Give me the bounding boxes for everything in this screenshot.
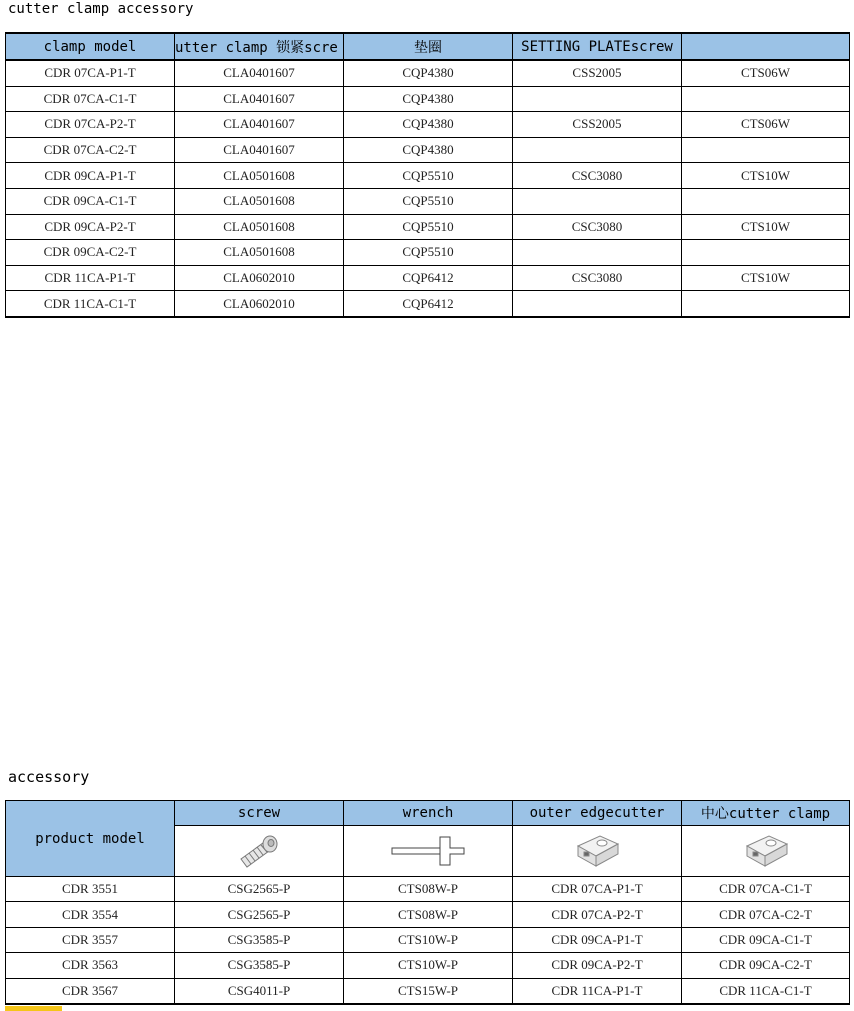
center-clamp-icon	[741, 832, 791, 870]
table-cell: CDR 3563	[6, 953, 175, 978]
header-wrench: wrench	[344, 801, 513, 826]
screw-icon	[237, 833, 281, 869]
table-cell: CDR 09CA-P2-T	[513, 953, 682, 978]
table-cell: CLA0401607	[175, 137, 344, 163]
table-cell: CTS10W	[682, 214, 850, 240]
table-cell: CSG3585-P	[175, 953, 344, 978]
table-cell: CSC3080	[513, 214, 682, 240]
table-row	[6, 291, 850, 317]
table-row	[6, 112, 850, 138]
table-cell: CTS08W-P	[344, 902, 513, 927]
table-cell: CDR 09CA-C2-T	[6, 240, 175, 266]
table-cell: CTS10W	[682, 163, 850, 189]
wrench-icon	[388, 833, 468, 869]
header-empty	[682, 33, 850, 60]
table-cell: CQP6412	[344, 265, 513, 291]
table-cell: CDR 07CA-P2-T	[6, 112, 175, 138]
header-washer: 垫圈	[344, 33, 513, 60]
table-cell: CDR 11CA-P1-T	[513, 978, 682, 1004]
table-row	[6, 902, 850, 927]
table-cell: CDR 09CA-C1-T	[6, 188, 175, 214]
table-cell: CQP4380	[344, 137, 513, 163]
table-row	[6, 214, 850, 240]
table-cell: CSC3080	[513, 265, 682, 291]
table-cell: CTS06W	[682, 60, 850, 86]
table-header-row	[6, 33, 850, 60]
header-outer-edge-cutter: outer edgecutter	[513, 801, 682, 826]
table-cell: CLA0501608	[175, 214, 344, 240]
table-cell: CDR 09CA-P2-T	[6, 214, 175, 240]
table-cell: CDR 07CA-P2-T	[513, 902, 682, 927]
table-cell: CLA0401607	[175, 60, 344, 86]
table-cell: CSC3080	[513, 163, 682, 189]
header-center-cutter-clamp: 中心cutter clamp	[682, 801, 850, 826]
outer-clamp-icon	[572, 832, 622, 870]
table-cell: CDR 09CA-C1-T	[682, 927, 850, 952]
table-cell: CSG3585-P	[175, 927, 344, 952]
table-cell: CQP5510	[344, 188, 513, 214]
table-cell: CSS2005	[513, 60, 682, 86]
section-title-cutter-clamp-accessory: cutter clamp accessory	[8, 1, 194, 17]
table-cell: CLA0401607	[175, 112, 344, 138]
table-cell: CQP5510	[344, 240, 513, 266]
wrench-image-cell	[344, 826, 513, 877]
table-header-row	[6, 801, 850, 826]
table-cell: CSS2005	[513, 112, 682, 138]
accessory-table	[5, 800, 850, 1005]
table-cell	[682, 188, 850, 214]
table-cell: CDR 07CA-C1-T	[682, 877, 850, 902]
table-cell: CTS10W	[682, 265, 850, 291]
table-row	[6, 60, 850, 86]
table-cell: CLA0602010	[175, 291, 344, 317]
table-cell: CDR 3551	[6, 877, 175, 902]
table-row	[6, 86, 850, 112]
table-row	[6, 137, 850, 163]
table-row	[6, 953, 850, 978]
center-clamp-image-cell	[682, 826, 850, 877]
table-cell: CQP4380	[344, 60, 513, 86]
table-cell	[513, 137, 682, 163]
cutter-clamp-accessory-table	[5, 32, 850, 318]
table-cell: CLA0602010	[175, 265, 344, 291]
table-row	[6, 978, 850, 1004]
screw-image-cell	[175, 826, 344, 877]
table-cell: CSG4011-P	[175, 978, 344, 1004]
table-cell	[513, 240, 682, 266]
table-cell: CLA0501608	[175, 240, 344, 266]
table-cell: CQP5510	[344, 214, 513, 240]
table-row	[6, 265, 850, 291]
table-cell	[682, 291, 850, 317]
table-cell: CTS15W-P	[344, 978, 513, 1004]
table-cell	[682, 137, 850, 163]
table-cell	[682, 86, 850, 112]
header-screw: screw	[175, 801, 344, 826]
header-product-model: product model	[6, 801, 175, 877]
table-cell: CLA0501608	[175, 163, 344, 189]
table-cell: CQP6412	[344, 291, 513, 317]
table-cell: CDR 09CA-P1-T	[6, 163, 175, 189]
table-cell: CLA0401607	[175, 86, 344, 112]
table-cell: CQP5510	[344, 163, 513, 189]
table-cell: CTS06W	[682, 112, 850, 138]
table-cell: CQP4380	[344, 86, 513, 112]
table-cell: CSG2565-P	[175, 877, 344, 902]
table-cell	[513, 291, 682, 317]
header-setting-plate-screw: SETTING PLATEscrew	[513, 33, 682, 60]
table-row	[6, 240, 850, 266]
table-cell: CQP4380	[344, 112, 513, 138]
table-cell: CDR 11CA-C1-T	[682, 978, 850, 1004]
table-cell	[682, 240, 850, 266]
table-cell: CDR 09CA-P1-T	[513, 927, 682, 952]
table-cell: CLA0501608	[175, 188, 344, 214]
table-cell: CDR 07CA-C2-T	[682, 902, 850, 927]
table-cell: CDR 11CA-C1-T	[6, 291, 175, 317]
table-row	[6, 877, 850, 902]
table-cell: CDR 3554	[6, 902, 175, 927]
table-cell	[513, 188, 682, 214]
table-cell: CDR 07CA-P1-T	[513, 877, 682, 902]
table-cell: CDR 09CA-C2-T	[682, 953, 850, 978]
table-cell: CSG2565-P	[175, 902, 344, 927]
table-cell: CTS08W-P	[344, 877, 513, 902]
table-cell: CTS10W-P	[344, 927, 513, 952]
table-cell: CDR 07CA-P1-T	[6, 60, 175, 86]
header-clamp-screw: utter clamp 锁紧scre	[175, 33, 344, 60]
header-clamp-model: clamp model	[6, 33, 175, 60]
table-row	[6, 163, 850, 189]
yellow-bar-decoration	[5, 1006, 62, 1011]
table-cell: CTS10W-P	[344, 953, 513, 978]
table-row	[6, 927, 850, 952]
table-cell: CDR 3557	[6, 927, 175, 952]
table-row	[6, 188, 850, 214]
section-title-accessory: accessory	[8, 768, 90, 786]
table-cell: CDR 07CA-C1-T	[6, 86, 175, 112]
table-cell	[513, 86, 682, 112]
outer-clamp-image-cell	[513, 826, 682, 877]
table-cell: CDR 3567	[6, 978, 175, 1004]
table-cell: CDR 11CA-P1-T	[6, 265, 175, 291]
table-cell: CDR 07CA-C2-T	[6, 137, 175, 163]
